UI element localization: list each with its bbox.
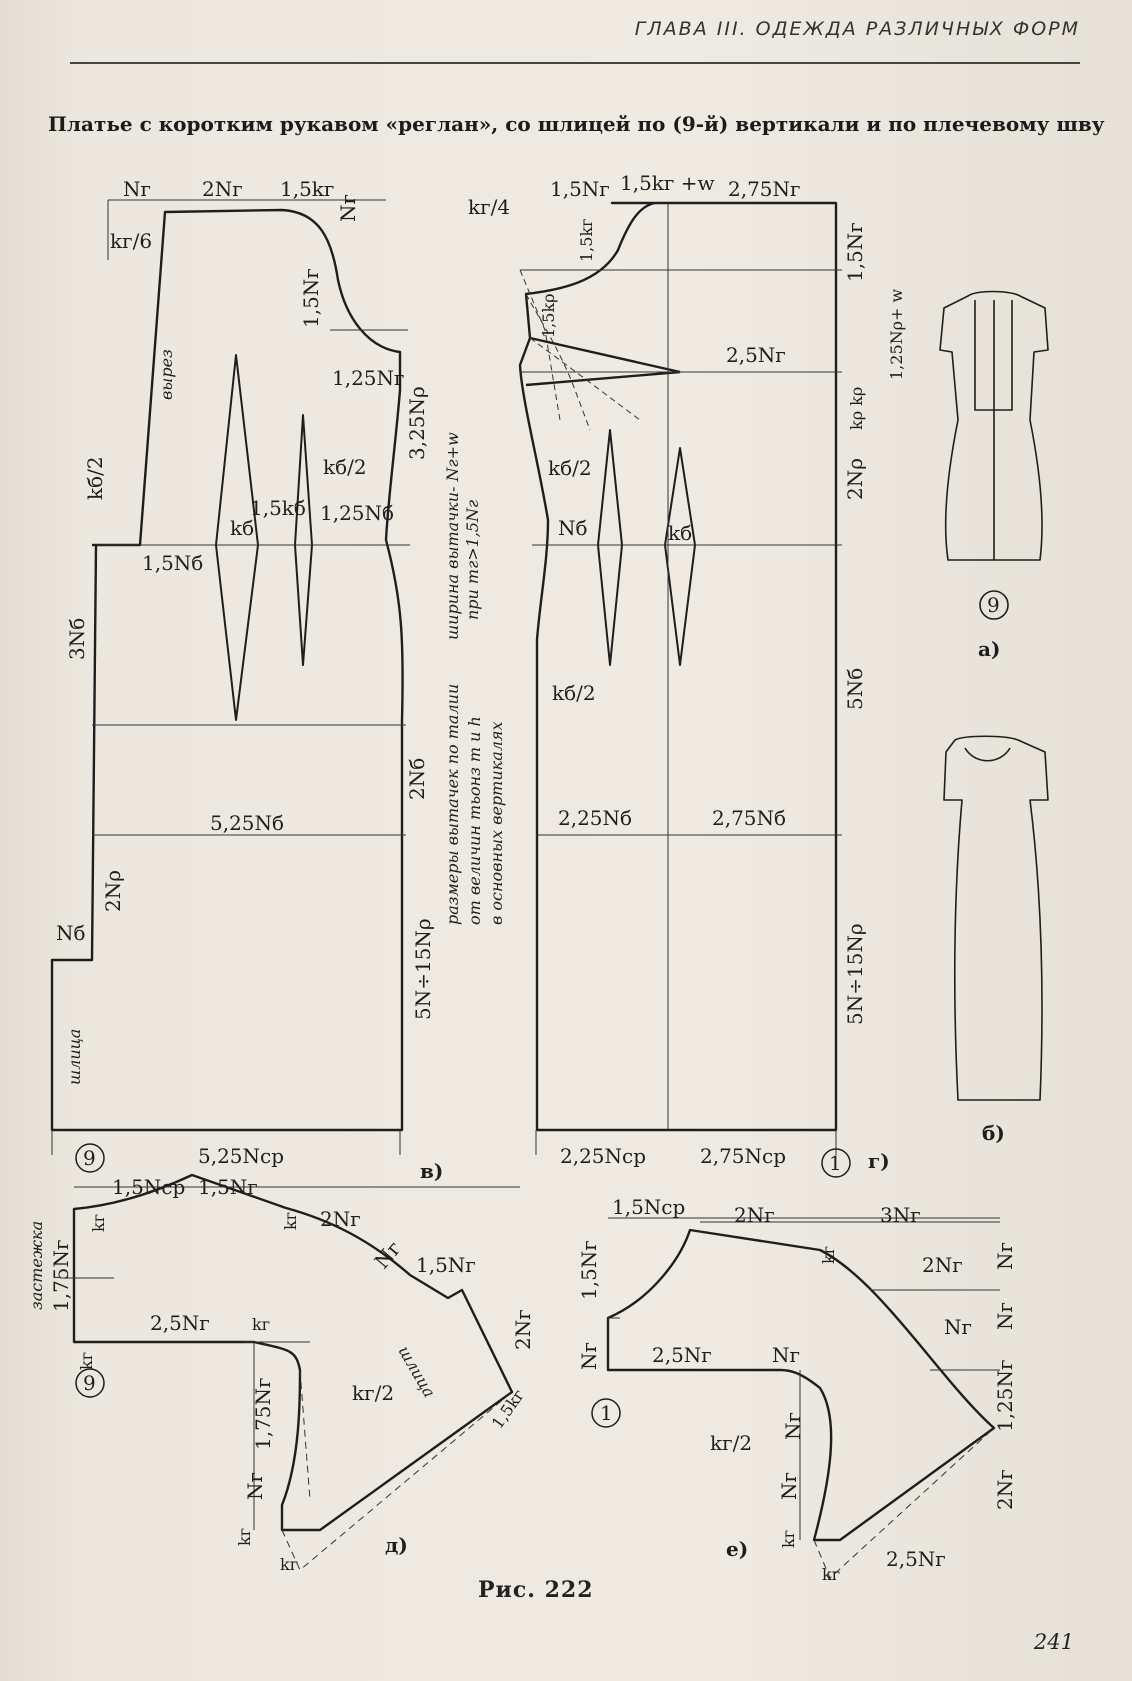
front-275nb: 2,75Nб xyxy=(712,806,787,830)
d-kg-a: kг xyxy=(89,1213,108,1232)
page-title: Платье с коротким рукавом «реглан», со шлицей по (9-й) вертикали и по плечевому шву xyxy=(48,112,1105,136)
front-225ncp: 2,25Nср xyxy=(560,1144,647,1168)
d-15kg: 1,5kг xyxy=(487,1385,529,1433)
d-ng: Nг xyxy=(369,1236,406,1274)
back-ng-side: Nг xyxy=(336,194,360,222)
back-2np: 2Nρ xyxy=(101,870,125,912)
page-number: 241 xyxy=(1033,1630,1074,1654)
dress-sketch-b xyxy=(944,736,1048,1100)
front-pattern xyxy=(520,203,836,1130)
back-125ng: 1,25Nг xyxy=(332,366,405,390)
d-kg-d: kг xyxy=(77,1351,96,1370)
note-5: в основных вертикалях xyxy=(487,721,506,925)
caption-e: е) xyxy=(726,1537,749,1561)
d-kg-c: kг xyxy=(252,1315,271,1334)
d-kg2: kг/2 xyxy=(352,1381,395,1405)
front-dart-2 xyxy=(665,448,695,665)
e-ng-left: Nг xyxy=(577,1342,601,1370)
front-outline xyxy=(520,203,836,1130)
front-125npw: 1,25Nρ+ w xyxy=(887,288,906,380)
front-dart-1 xyxy=(598,430,622,665)
back-pattern xyxy=(52,210,403,1130)
front-25ng: 2,5Nг xyxy=(726,343,786,367)
front-15kgw: 1,5kг +w xyxy=(620,171,715,195)
d-kg-b: kг xyxy=(281,1211,300,1230)
front-5nb: 5Nб xyxy=(843,667,867,710)
front-15kp: 1,5kρ xyxy=(539,293,558,338)
front-15ng: 1,5Nг xyxy=(550,177,610,201)
back-dart-2 xyxy=(295,415,312,665)
mark-1-bottom: 1 xyxy=(829,1151,842,1175)
back-kb: kб xyxy=(230,516,255,540)
d-shlitsa: шлица xyxy=(394,1342,440,1401)
e-25ng: 2,5Nг xyxy=(652,1343,712,1367)
front-15kg: 1,5kг xyxy=(577,218,596,262)
back-shlitsa: шлица xyxy=(65,1028,84,1085)
back-525ncp: 5,25Nср xyxy=(198,1144,285,1168)
front-15ng-right: 1,5Nг xyxy=(843,222,867,282)
back-15nb: 1,5Nб xyxy=(142,551,204,575)
back-325np: 3,25Nρ xyxy=(405,386,429,460)
e-ng-v: Nг xyxy=(781,1412,805,1440)
note-3: размеры вытачек по талии xyxy=(443,683,462,925)
e-2ng-3: 2Nг xyxy=(993,1469,1017,1510)
front-2np: 2Nρ xyxy=(843,458,867,500)
caption-v: в) xyxy=(420,1159,444,1183)
front-kpkp: kρ kρ xyxy=(847,386,866,430)
e-3ng: 3Nг xyxy=(880,1203,921,1227)
e-15ng: 1,5Nг xyxy=(577,1240,601,1300)
back-ng-top: Nг xyxy=(123,177,151,201)
d-kg-e: kг xyxy=(235,1527,254,1546)
front-225nb: 2,25Nб xyxy=(558,806,633,830)
e-2ng: 2Nг xyxy=(734,1203,775,1227)
back-2nb: 2Nб xyxy=(405,757,429,800)
front-nb: Nб xyxy=(558,516,588,540)
back-kb2-left: kб/2 xyxy=(83,456,107,500)
back-525nb: 5,25Nб xyxy=(210,811,285,835)
e-kg: kг xyxy=(819,1245,838,1264)
d-15ng-2: 1,5Nг xyxy=(416,1253,476,1277)
front-275ncp: 2,75Nср xyxy=(700,1144,787,1168)
dress-sketch-a xyxy=(940,292,1048,620)
mark-9-sleeve: 9 xyxy=(83,1371,96,1395)
note-1: ширина вытачки- Nг+w xyxy=(443,432,462,640)
d-2ng: 2Nг xyxy=(320,1207,361,1231)
caption-g: г) xyxy=(868,1149,890,1173)
mark-9-sketch: 9 xyxy=(987,593,1000,617)
back-15ng: 1,5Nг xyxy=(299,268,323,328)
d-175ng: 1,75Nг xyxy=(49,1239,73,1312)
back-15kg: 1,5kг xyxy=(280,177,335,201)
back-kg6: kг/6 xyxy=(110,229,153,253)
e-ng: Nг xyxy=(944,1315,972,1339)
caption-b: б) xyxy=(982,1121,1005,1145)
d-15ng: 1,5Nг xyxy=(198,1175,258,1199)
d-kg-f: kг xyxy=(280,1555,299,1574)
e-ng-mid: Nг xyxy=(772,1343,800,1367)
front-kb2: kб/2 xyxy=(548,456,592,480)
back-kb2-right: kб/2 xyxy=(323,455,367,479)
caption-a: а) xyxy=(978,637,1001,661)
e-2ng-2: 2Nг xyxy=(922,1253,963,1277)
back-3nb: 3Nб xyxy=(65,617,89,660)
e-kg2: kг/2 xyxy=(710,1431,753,1455)
caption-d: д) xyxy=(385,1533,408,1557)
mark-1-sleeve: 1 xyxy=(600,1401,613,1425)
e-25ng-2: 2,5Nг xyxy=(886,1547,946,1571)
e-15ncp: 1,5Nср xyxy=(612,1195,686,1219)
e-125ng: 1,25Nг xyxy=(993,1359,1017,1432)
front-kb2-low: kб/2 xyxy=(552,681,596,705)
d-25ng: 2,5Nг xyxy=(150,1311,210,1335)
note-4: от величин тьонз m и h xyxy=(465,716,484,925)
back-nb: Nб xyxy=(56,921,86,945)
e-ng-v2: Nг xyxy=(777,1472,801,1500)
front-275ng: 2,75Nг xyxy=(728,177,801,201)
mark-9-bottom: 9 xyxy=(83,1146,96,1170)
back-outline xyxy=(52,210,403,1130)
d-zastezhka: застежка xyxy=(27,1220,46,1310)
back-vyrez: вырез xyxy=(157,349,176,400)
front-kg4: kг/4 xyxy=(468,195,511,219)
d-2ng-right: 2Nг xyxy=(511,1309,535,1350)
e-ng-r: Nг xyxy=(993,1242,1017,1270)
back-125nb: 1,25Nб xyxy=(320,501,395,525)
front-kb: kб xyxy=(668,521,693,545)
d-175ng-b: 1,75Nг xyxy=(251,1377,275,1450)
figure-caption: Рис. 222 xyxy=(478,1577,594,1603)
front-5n15np: 5N÷15Nρ xyxy=(843,923,867,1025)
note-2: при mг>1,5Nг xyxy=(463,499,482,620)
back-5n15np: 5N÷15Nρ xyxy=(411,918,435,1020)
back-2ng: 2Nг xyxy=(202,177,243,201)
back-15kb: 1,5kб xyxy=(250,496,306,520)
e-kg-b: kг xyxy=(779,1529,798,1548)
e-ng-r2: Nг xyxy=(993,1302,1017,1330)
e-kg-c: kг xyxy=(822,1565,841,1584)
d-15ncp: 1,5Nср xyxy=(112,1175,186,1199)
d-ng-b: Nг xyxy=(243,1472,267,1500)
chapter-header: ГЛАВА III. ОДЕЖДА РАЗЛИЧНЫХ ФОРМ xyxy=(634,18,1080,40)
